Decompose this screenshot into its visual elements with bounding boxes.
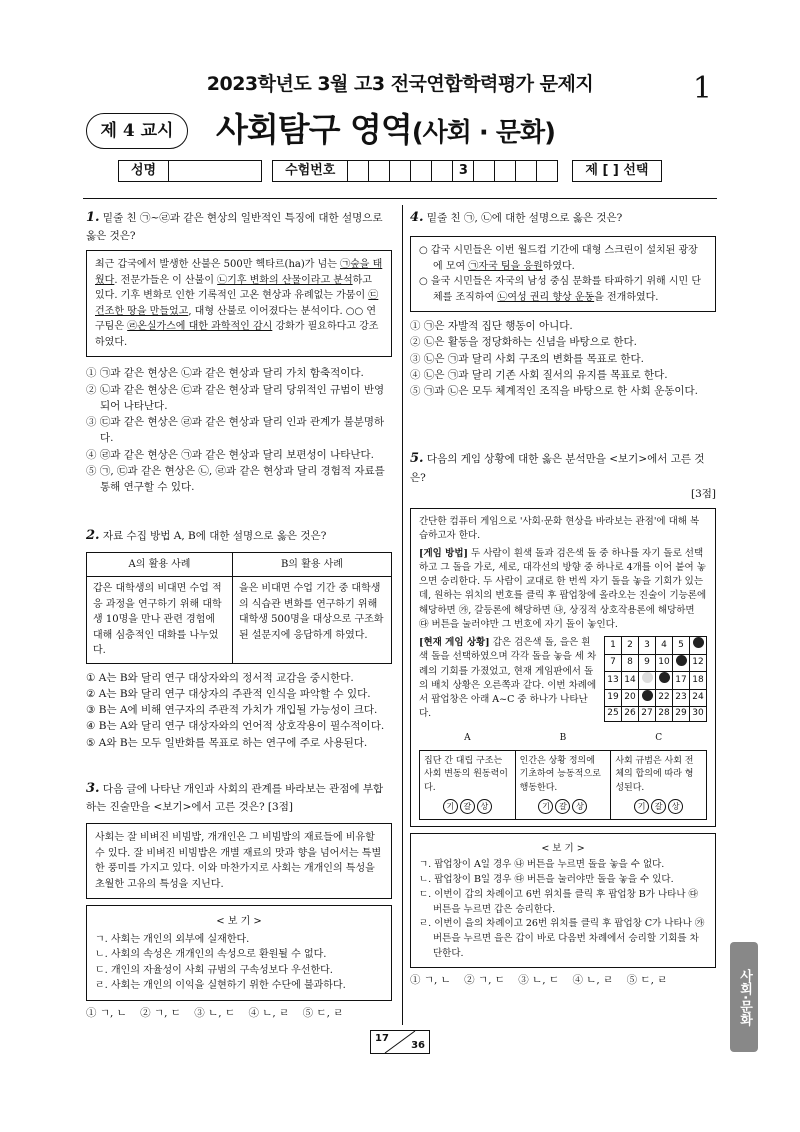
- exam-digit-cell[interactable]: [474, 160, 495, 182]
- board-cell[interactable]: 12: [690, 654, 707, 672]
- btn-sang[interactable]: 상: [572, 799, 587, 814]
- name-label: 성명: [118, 160, 169, 182]
- bogi-item: ㄷ. 이번이 갑의 차례이고 6번 위치를 클릭 후 팝업창 B가 나타나 ㉰ 버튼을 누르면 갑은 승리한다.: [419, 888, 699, 915]
- bogi-box: [86, 905, 392, 1001]
- header-rule: [83, 198, 717, 199]
- table-cell: 갑은 대학생의 비대면 수업 적응 과정을 연구하기 위해 대학생 10명을 만나 관련 경험에 대해 심층적인 대화를 나누었다.: [87, 577, 233, 664]
- board-cell[interactable]: 23: [673, 689, 690, 707]
- passage-text: ○ 을국 시민들은 자국의 남성 중심 문화를 타파하기 위해 시민 단체를 조직하여: [419, 276, 702, 303]
- option-3[interactable]: ③ B는 A에 비해 연구자의 주관적 가치가 개입될 가능성이 크다.: [86, 704, 378, 717]
- btn-sang[interactable]: 상: [477, 799, 492, 814]
- bogi-item: ㄱ. 팝업창이 A일 경우 ㉯ 버튼을 누르면 돌을 놓을 수 없다.: [419, 859, 665, 871]
- question-1: [86, 208, 392, 496]
- points-label: [3점]: [690, 487, 716, 500]
- underlined-b: ㉡기후 변화의 산물이라고 분석: [217, 274, 353, 286]
- passage-text: . 전문가들은 이 산불이: [114, 274, 218, 286]
- question-stem: 다음 글에 나타난 개인과 사회의 관계를 바라보는 관점에 부합하는 진술만을 <보기>에서 고른 것은? [3점]: [86, 783, 384, 814]
- board-cell[interactable]: 1: [605, 637, 622, 655]
- popup-table: [419, 728, 707, 820]
- passage-text: 강화가 필요하다고 강조하였다.: [95, 321, 379, 348]
- btn-gi[interactable]: 기: [538, 799, 553, 814]
- popup-text: 사회 규범은 사회 전체의 합의에 따라 형성된다.: [615, 755, 694, 793]
- board-cell[interactable]: 3: [639, 637, 656, 655]
- passage-box: [410, 236, 716, 312]
- subject-side-tab: 사회·문화: [730, 942, 758, 1052]
- black-stone-icon: [642, 690, 653, 701]
- btn-sang[interactable]: 상: [668, 799, 683, 814]
- board-cell-black[interactable]: [656, 672, 673, 690]
- id-bar: [118, 160, 662, 182]
- bogi-item: ㄹ. 사회는 개인의 이익을 실현하기 위한 수단에 불과하다.: [95, 980, 346, 992]
- option-2[interactable]: ② A는 B와 달리 연구 대상자의 주관적 인식을 파악할 수 있다.: [86, 687, 371, 700]
- exam-digit-cell[interactable]: [537, 160, 558, 182]
- option-4[interactable]: ④ ㉡은 ㉠과 달리 기존 사회 질서의 유지를 목표로 한다.: [410, 368, 668, 381]
- intro-text: 간단한 컴퓨터 게임으로 '사회·문화 현상을 바라보는 관점'에 대해 복습하고자 한다.: [419, 516, 700, 542]
- btn-gal[interactable]: 갈: [555, 799, 570, 814]
- board-cell-black[interactable]: [639, 689, 656, 707]
- exam-number-label: 수험번호: [272, 160, 348, 182]
- question-number: 1.: [86, 210, 100, 225]
- board-cell[interactable]: 24: [690, 689, 707, 707]
- black-stone-icon: [676, 655, 687, 666]
- board-cell[interactable]: 17: [673, 672, 690, 690]
- board-cell[interactable]: 14: [622, 672, 639, 690]
- exam-title: 2023학년도 3월 고3 전국연합학력평가 문제지: [206, 73, 594, 95]
- board-cell[interactable]: 29: [673, 707, 690, 722]
- board-cell[interactable]: 2: [622, 637, 639, 655]
- exam-digit-cell[interactable]: [348, 160, 369, 182]
- board-cell[interactable]: 9: [639, 654, 656, 672]
- popup-c: [611, 750, 707, 819]
- popup-text: 인간은 상황 정의에 기초하여 능동적으로 행동한다.: [519, 755, 601, 793]
- exam-digit-cell[interactable]: [390, 160, 411, 182]
- question-number: 3.: [86, 781, 100, 796]
- option-1[interactable]: ① A는 B와 달리 연구 대상자와의 정서적 교감을 중시한다.: [86, 671, 354, 684]
- current-text: 갑은 검은색 돌, 을은 흰색 돌을 선택하였으며 각각 돌을 놓을 세 차례의 기회를 가졌었고, 현재 게임판에서 돌의 배치 상황은 오른쪽과 같다. 이번 차례에서 팝업창은 아래 A~C 중 하나가 나타난다.: [419, 637, 597, 720]
- bogi-box: [410, 833, 716, 969]
- subject-title: [216, 104, 555, 155]
- bogi-item: ㄴ. 사회의 속성은 개개인의 속성으로 환원될 수 없다.: [95, 949, 327, 961]
- question-number: 5.: [410, 451, 424, 467]
- option-5[interactable]: ⑤ ㉠, ㉢과 같은 현상은 ㉡, ㉣과 같은 현상과 달리 경험적 자료를 통해 연구할 수 있다.: [86, 465, 385, 494]
- right-column: [410, 208, 716, 989]
- board-cell[interactable]: 10: [656, 654, 673, 672]
- board-cell[interactable]: 28: [656, 707, 673, 722]
- bogi-item: ㄹ. 이번이 을의 차례이고 26번 위치를 클릭 후 팝업창 C가 나타나 ㉮ 버튼을 누르면 을은 갑이 바로 다음번 차례에서 승리할 기회를 차단한다.: [419, 918, 705, 959]
- subject-sub: (사회 · 문화): [411, 118, 555, 148]
- board-cell[interactable]: 7: [605, 654, 622, 672]
- board-cell-black[interactable]: [690, 637, 707, 655]
- option-3[interactable]: ③ ㉢과 같은 현상은 ㉣과 같은 현상과 달리 인과 관계가 불분명하다.: [86, 416, 385, 445]
- question-stem: 다음의 게임 상황에 대한 옳은 분석만을 <보기>에서 고른 것은?: [410, 453, 705, 484]
- table-cell: 을은 비대면 수업 기간 중 대학생의 식습관 변화를 연구하기 위해 대학생 500명을 대상으로 구조화된 설문지에 응답하게 하였다.: [232, 577, 391, 664]
- option-4[interactable]: ④ ㉣과 같은 현상은 ㉠과 같은 현상과 달리 보편성이 나타난다.: [86, 448, 375, 461]
- bogi-item: ㄴ. 팝업창이 B일 경우 ㉰ 버튼을 눌러야만 돌을 놓을 수 있다.: [419, 874, 674, 886]
- method-text: 두 사람이 흰색 돌과 검은색 돌 중 하나를 자기 돌로 선택하고 그 돌을 가로, 세로, 대각선의 방향 중 하나로 4개를 이어 붙여 놓으면 승리한다. 두 사람이 교대로 한 번씩 자기 돌을 놓을 기회가 있는데, 원하는 위치의 번호를 클릭 후 팝업창에 올라오는 진술이 기능론에 해당하면 ㉮, 갈등론에 해당하면 ㉯, 상징적 상호작용론에 해당하면 ㉰ 버튼을 눌러야만 그 번호에 자기 돌이 놓인다.: [419, 547, 707, 630]
- board-cell[interactable]: 30: [690, 707, 707, 722]
- current-label: [현재 게임 상황]: [419, 637, 490, 649]
- column-divider: [402, 205, 403, 1025]
- question-5: [410, 449, 716, 988]
- table-header: B의 활용 사례: [232, 552, 391, 577]
- underlined-d: ㉣온실가스에 대한 과학적인 감시: [127, 321, 273, 333]
- popup-text: 집단 간 대립 구조는 사회 변동의 원동력이다.: [424, 755, 508, 793]
- board-cell[interactable]: 13: [605, 672, 622, 690]
- option-2[interactable]: ② ㉡과 같은 현상은 ㉢과 같은 현상과 달리 당위적인 규범이 반영되어 나타난다.: [86, 383, 385, 412]
- passage-text: 최근 갑국에서 발생한 산불은 500만 헥타르(ha)가 넘는: [95, 259, 341, 271]
- board-cell[interactable]: 26: [622, 707, 639, 722]
- underlined-c: ㉢건조한 땅을 만들었고: [95, 290, 379, 317]
- exam-digit-fixed: 3: [453, 160, 474, 182]
- btn-gal[interactable]: 갈: [460, 799, 475, 814]
- page-footer: [370, 1030, 430, 1054]
- btn-gi[interactable]: 기: [634, 799, 649, 814]
- board-cell[interactable]: 27: [639, 707, 656, 722]
- question-stem: 밑줄 친 ㉠, ㉡에 대한 설명으로 옳은 것은?: [426, 212, 623, 224]
- board-cell[interactable]: 25: [605, 707, 622, 722]
- passage-box: [86, 250, 392, 357]
- choice-label: 제 [ ] 선택: [572, 160, 661, 182]
- passage-text: ○ 갑국 시민들은 이번 월드컵 기간에 대형 스크린이 설치된 광장에 모여: [419, 245, 698, 272]
- board-cell[interactable]: 5: [673, 637, 690, 655]
- passage-text: 하고 있다. 기후 변화로 인한 기록적인 고온 현상과 유례없는 가뭄이: [95, 274, 372, 302]
- black-stone-icon: [693, 637, 704, 648]
- option-1[interactable]: ① ㉠과 같은 현상은 ㉡과 같은 현상과 달리 가치 함축적이다.: [86, 367, 364, 380]
- passage-text: 하였다.: [542, 260, 575, 272]
- bogi-item: ㄱ. 사회는 개인의 외부에 실재한다.: [95, 933, 250, 945]
- question-2: [86, 526, 392, 751]
- left-column: [86, 208, 392, 1021]
- board-cell-black[interactable]: [673, 654, 690, 672]
- option-5[interactable]: ⑤ ㉠과 ㉡은 모두 체계적인 조직을 바탕으로 한 사회 운동이다.: [410, 385, 699, 398]
- popup-a: [420, 750, 516, 819]
- exam-digit-cell[interactable]: [432, 160, 453, 182]
- option-5[interactable]: ⑤ A와 B는 모두 일반화를 목표로 하는 연구에 주로 사용된다.: [86, 736, 368, 749]
- game-box: [410, 508, 716, 827]
- black-stone-icon: [659, 672, 670, 683]
- btn-gal[interactable]: 갈: [651, 799, 666, 814]
- underlined-b: ㉡여성 권리 향상 운동: [497, 291, 595, 303]
- table-header: A의 활용 사례: [87, 552, 233, 577]
- game-board: [604, 636, 707, 722]
- board-cell[interactable]: 22: [656, 689, 673, 707]
- question-4: [410, 208, 716, 399]
- popup-b: [515, 750, 611, 819]
- bogi-item: ㄷ. 개인의 자율성이 사회 규범의 구속성보다 우선한다.: [95, 964, 333, 976]
- page-number: 1: [692, 71, 712, 106]
- underlined-a: ㉠자국 팀을 응원: [468, 260, 543, 272]
- passage-box: 사회는 잘 비벼진 비빔밥, 개개인은 그 비빔밥의 재료들에 비유할 수 있다. 잘 비벼진 비빔밥은 개별 재료의 맛과 향을 넘어서는 특별한 풍미를 가지고 있다. 이와 마찬가지로 사회는 개개인의 특성을 초월한 고유의 특성을 지닌다.: [86, 823, 392, 899]
- board-cell[interactable]: 19: [605, 689, 622, 707]
- underlined-a: ㉠숲을 태웠다: [95, 259, 383, 286]
- current-page: 17: [375, 1033, 389, 1044]
- answer-choices[interactable]: ① ㄱ, ㄴ ② ㄱ, ㄷ ③ ㄴ, ㄷ ④ ㄴ, ㄹ ⑤ ㄷ, ㄹ: [86, 1006, 344, 1019]
- option-2[interactable]: ② ㉡은 활동을 정당화하는 신념을 바탕으로 한다.: [410, 336, 637, 349]
- answer-choices[interactable]: ① ㄱ, ㄴ ② ㄱ, ㄷ ③ ㄴ, ㄷ ④ ㄴ, ㄹ ⑤ ㄷ, ㄹ: [410, 974, 668, 987]
- passage-text: , 대형 산불로 이어졌다는 분석이다. ○○ 연구팀은: [95, 305, 377, 333]
- option-3[interactable]: ③ ㉡은 ㉠과 달리 사회 구조의 변화를 목표로 한다.: [410, 352, 644, 365]
- method-label: [게임 방법]: [419, 547, 469, 559]
- bogi-title: < 보 기 >: [541, 842, 585, 854]
- board-cell[interactable]: 8: [622, 654, 639, 672]
- question-stem: 자료 수집 방법 A, B에 대한 설명으로 옳은 것은?: [102, 529, 327, 542]
- popup-label: A: [464, 733, 471, 744]
- question-number: 2.: [86, 527, 100, 543]
- exam-digit-cell[interactable]: [495, 160, 516, 182]
- popup-label: C: [655, 733, 663, 744]
- passage-text: 을 전개하였다.: [594, 291, 659, 303]
- subject-main: 사회탐구 영역: [216, 110, 412, 149]
- question-number: 4.: [410, 210, 424, 225]
- method-table: [86, 552, 392, 664]
- board-cell-white[interactable]: [639, 672, 656, 690]
- option-4[interactable]: ④ B는 A와 달리 연구 대상자와의 언어적 상호작용이 필수적이다.: [86, 720, 385, 733]
- exam-digit-cell[interactable]: [411, 160, 432, 182]
- board-cell[interactable]: 18: [690, 672, 707, 690]
- question-3: [86, 779, 392, 1021]
- option-1[interactable]: ① ㉠은 자발적 집단 행동이 아니다.: [410, 320, 573, 333]
- exam-digit-cell[interactable]: [369, 160, 390, 182]
- bogi-title: < 보 기 >: [216, 916, 262, 928]
- total-pages: 36: [411, 1039, 425, 1051]
- exam-digit-cell[interactable]: [516, 160, 537, 182]
- name-field[interactable]: [169, 160, 262, 182]
- white-stone-icon: [642, 672, 653, 683]
- board-cell[interactable]: 20: [622, 689, 639, 707]
- session-badge: 제 4 교시: [86, 113, 188, 149]
- question-stem: 밑줄 친 ㉠~㉣과 같은 현상의 일반적인 특징에 대한 설명으로 옳은 것은?: [86, 212, 383, 243]
- popup-label: B: [559, 733, 567, 744]
- btn-gi[interactable]: 기: [443, 799, 458, 814]
- board-cell[interactable]: 4: [656, 637, 673, 655]
